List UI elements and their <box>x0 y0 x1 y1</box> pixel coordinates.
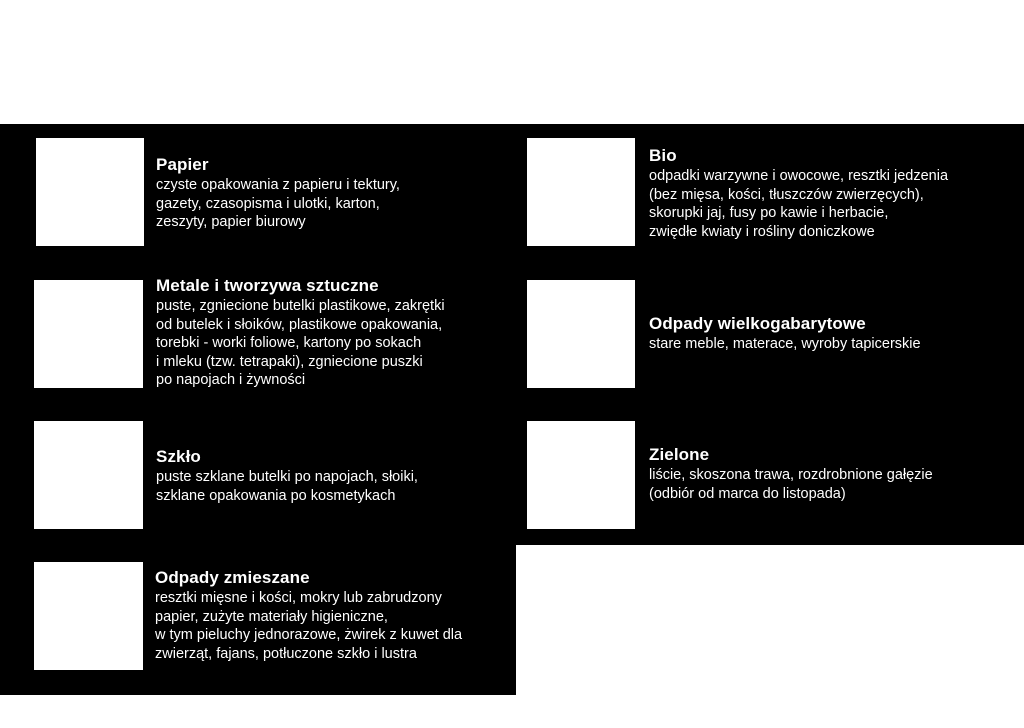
card-title: Odpady zmieszane <box>155 568 310 587</box>
card-title: Metale i tworzywa sztuczne <box>156 276 379 295</box>
card-bio <box>649 146 1009 241</box>
card-description: liście, skoszona trawa, rozdrobnione gałęzie (odbiór od marca do listopada) <box>649 467 933 502</box>
card-szklo <box>156 447 516 505</box>
card-description: czyste opakowania z papieru i tektury, gazety, czasopisma i ulotki, karton, zeszyty, papier biurowy <box>156 177 400 231</box>
card-title: Zielone <box>649 445 710 464</box>
card-description: puste, zgniecione butelki plastikowe, zakrętki od butelek i słoików, plastikowe opakowania, torebki - worki foliowe, kartony po sokach i mleku (tzw. tetrapaki), zgniecione puszki po napojach i żywności <box>156 298 445 389</box>
card-wielkogabarytowe <box>649 314 1009 354</box>
card-description: puste szklane butelki po napojach, słoiki, szklane opakowania po kosmetykach <box>156 469 418 504</box>
swatch-metale-tworzywa <box>34 280 143 388</box>
card-description: odpadki warzywne i owocowe, resztki jedzenia (bez mięsa, kości, tłuszczów zwierzęcych), skorupki jaj, fusy po kawie i herbacie, zwiędłe kwiaty i rośliny doniczkowe <box>649 168 949 240</box>
card-metale-tworzywa <box>156 276 516 390</box>
card-title: Papier <box>156 155 209 174</box>
swatch-papier <box>36 138 144 246</box>
card-title: Odpady wielkogabarytowe <box>649 314 866 333</box>
card-title: Bio <box>649 146 677 165</box>
card-description: stare meble, materace, wyroby tapicerskie <box>649 336 921 352</box>
card-title: Szkło <box>156 447 201 466</box>
card-zielone <box>649 445 1009 503</box>
swatch-wielkogabarytowe <box>527 280 635 388</box>
swatch-szklo <box>34 421 143 529</box>
card-description: resztki mięsne i kości, mokry lub zabrudzony papier, zużyte materiały higieniczne, w tym pieluchy jednorazowe, żwirek z kuwet dla zwierząt, fajans, potłuczone szkło i lustra <box>155 590 463 662</box>
swatch-bio <box>527 138 635 246</box>
swatch-zielone <box>527 421 635 529</box>
swatch-zmieszane <box>34 562 143 670</box>
card-papier <box>156 155 516 232</box>
card-zmieszane <box>155 568 515 663</box>
